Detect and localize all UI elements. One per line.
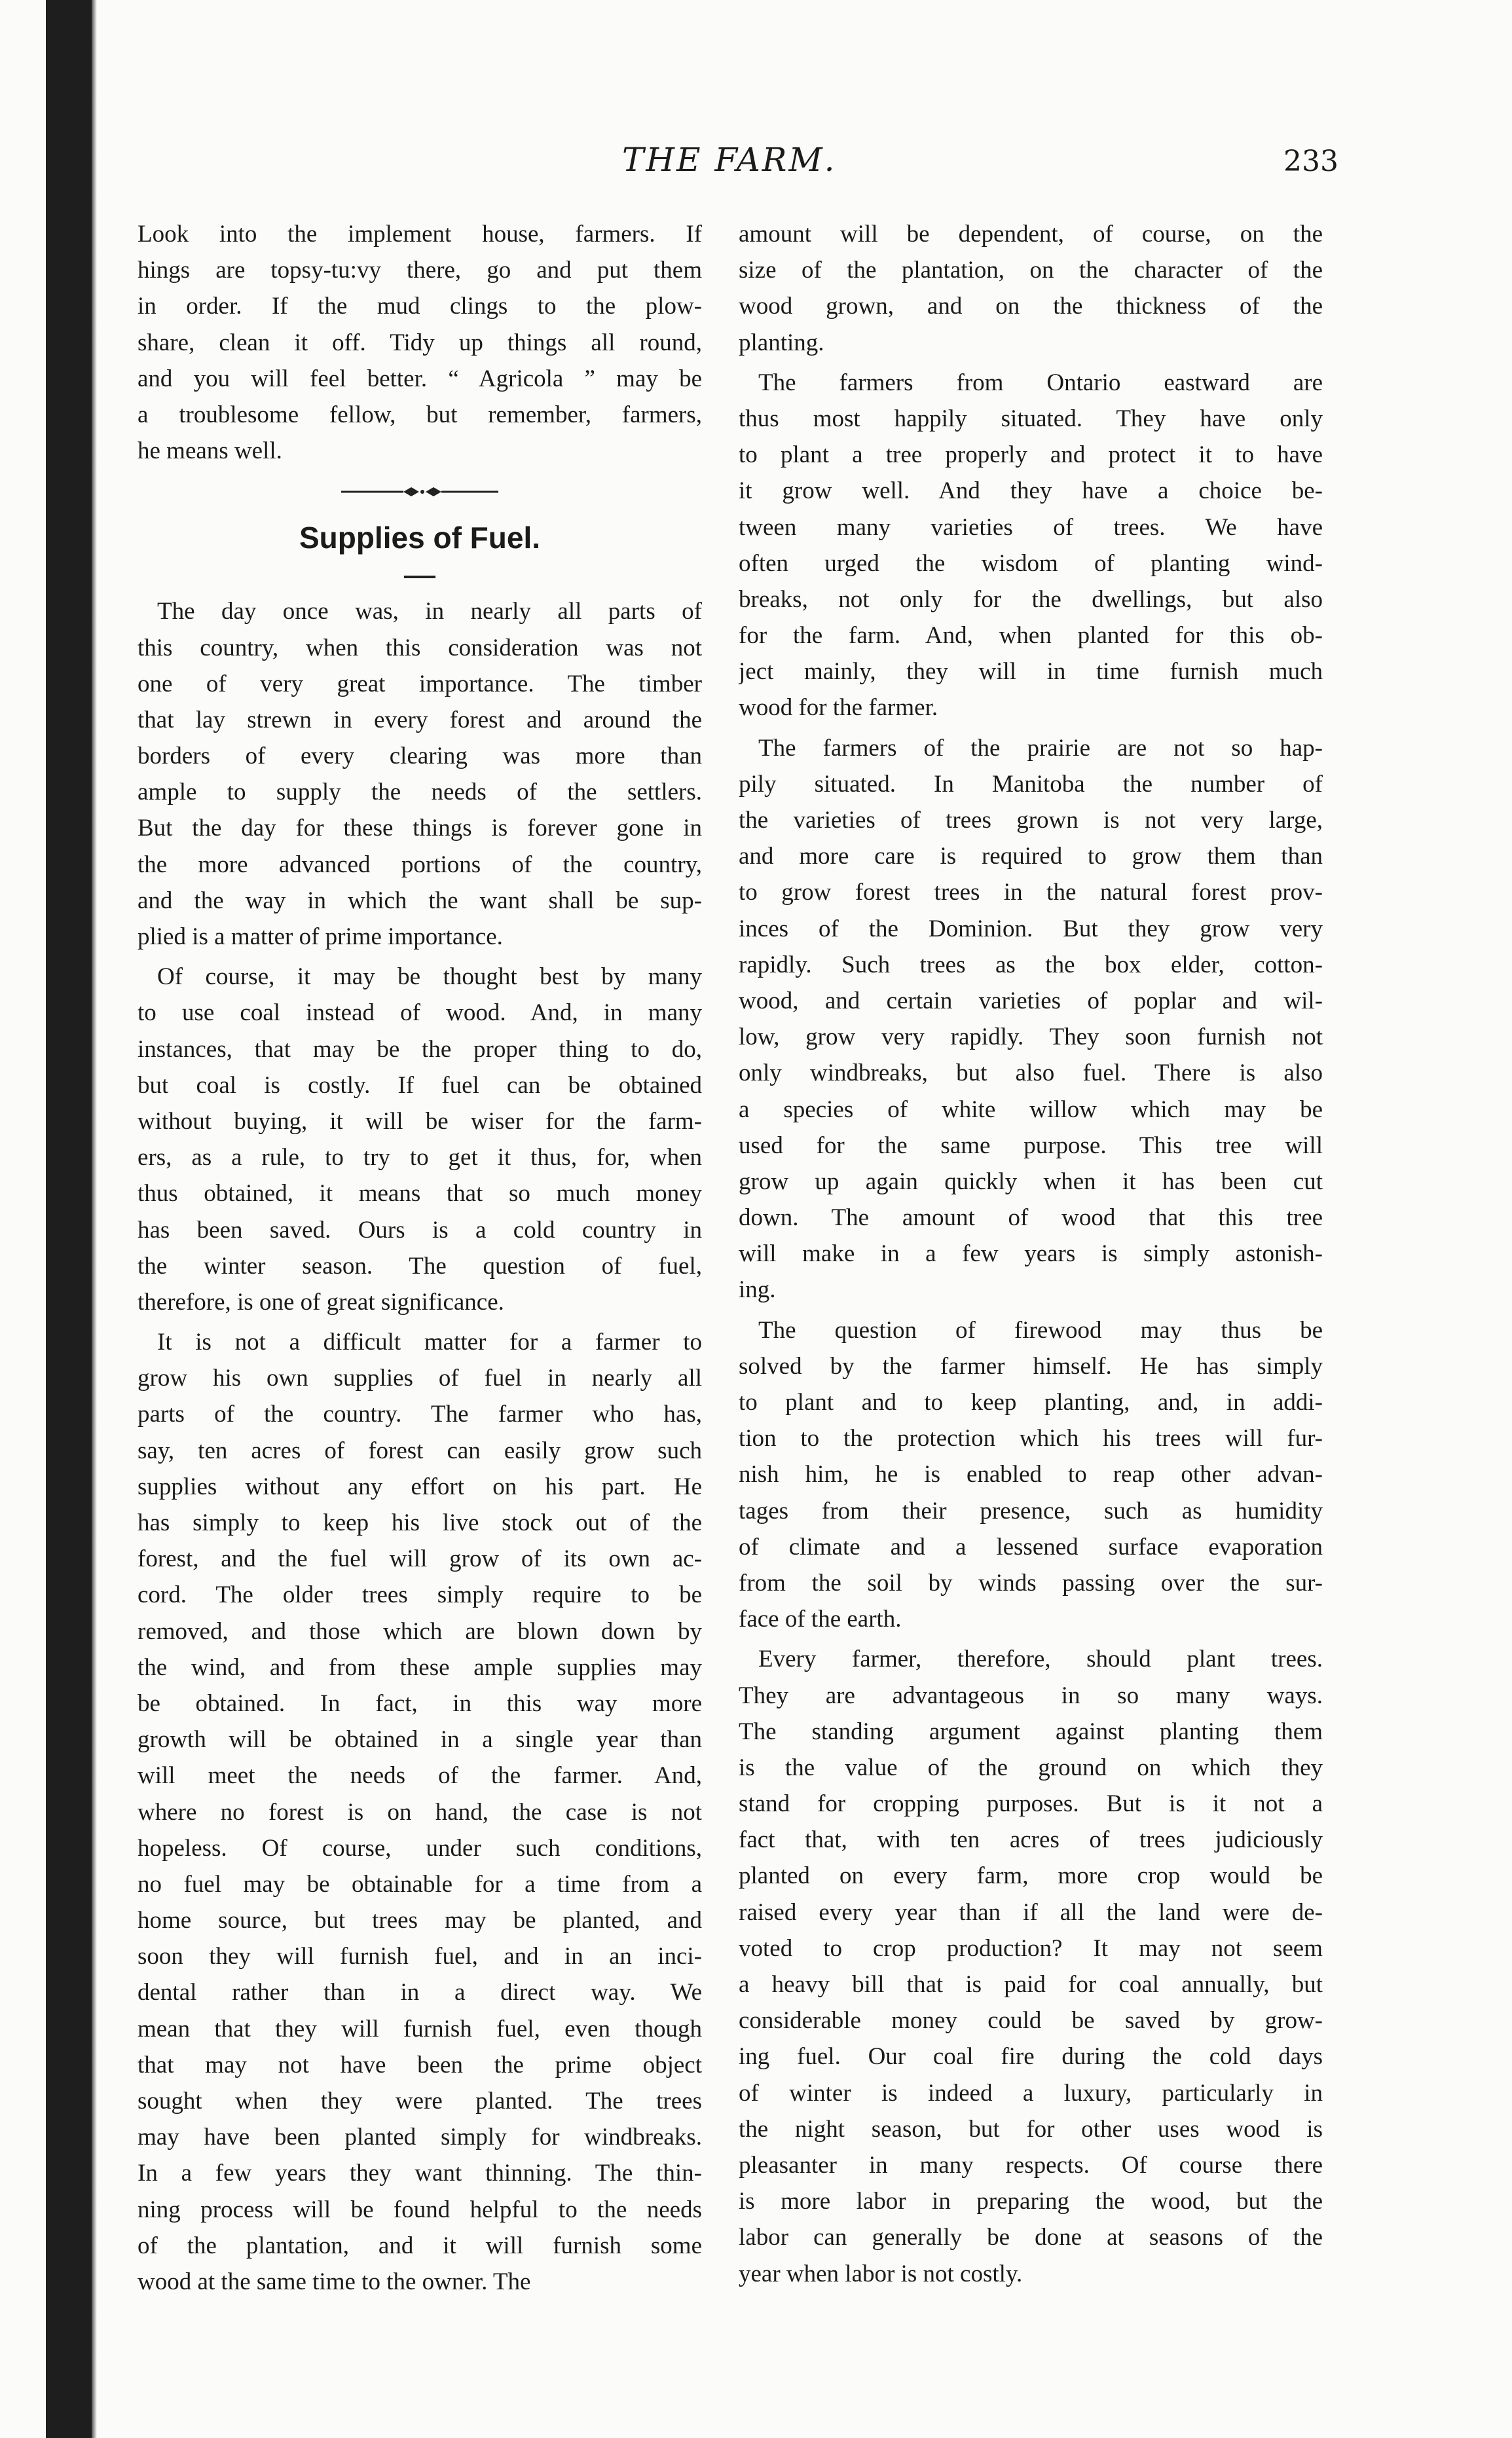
text-line: The standing argument against planting them bbox=[739, 1718, 1323, 1745]
text-line: grow his own supplies of fuel in nearly all bbox=[138, 1365, 702, 1392]
text-line: forest, and the fuel will grow of its own ac- bbox=[138, 1545, 702, 1573]
text-line: to grow forest trees in the natural forest prov- bbox=[739, 879, 1323, 906]
text-line: and you will feel better. “ Agricola ” may be bbox=[138, 365, 702, 392]
text-line: therefore, is one of great significance. bbox=[138, 1288, 504, 1316]
text-line: to use coal instead of wood. And, in many bbox=[138, 999, 702, 1027]
text-line: cord. The older trees simply require to be bbox=[138, 1581, 702, 1609]
text-line: pily situated. In Manitoba the number of bbox=[739, 770, 1323, 798]
text-line: In a few years they want thinning. The thin- bbox=[138, 2160, 702, 2187]
text-line: solved by the farmer himself. He has simply bbox=[739, 1352, 1323, 1380]
text-line: ject mainly, they will in time furnish much bbox=[739, 658, 1323, 686]
text-line: supplies without any effort on his part. He bbox=[138, 1473, 702, 1500]
page-binding-edge bbox=[46, 0, 92, 2438]
text-line: But the day for these things is forever gone in bbox=[138, 815, 702, 842]
page-header bbox=[0, 141, 1512, 187]
text-line: has been saved. Ours is a cold country in bbox=[138, 1216, 702, 1244]
text-line: face of the earth. bbox=[739, 1606, 902, 1633]
text-line: the wind, and from these ample supplies may bbox=[138, 1653, 702, 1681]
text-line: one of very great importance. The timber bbox=[138, 670, 702, 697]
text-line: thus obtained, it means that so much money bbox=[138, 1180, 702, 1208]
text-line: tion to the protection which his trees will fur- bbox=[739, 1425, 1323, 1452]
binding-shadow bbox=[92, 0, 97, 2438]
text-line: tages from their presence, such as humidity bbox=[739, 1497, 1323, 1524]
text-line: the varieties of trees grown is not very large, bbox=[739, 807, 1323, 834]
text-line: plied is a matter of prime importance. bbox=[138, 923, 503, 950]
text-line: wood, and certain varieties of poplar and wil- bbox=[739, 987, 1323, 1014]
intro-paragraph bbox=[138, 216, 702, 469]
text-line: labor can generally be done at seasons of the bbox=[739, 2224, 1323, 2251]
text-line: The question of firewood may thus be bbox=[758, 1316, 1323, 1344]
text-line: will meet the needs of the farmer. And, bbox=[138, 1762, 702, 1790]
text-line: wood at the same time to the owner. The bbox=[138, 2268, 531, 2295]
prairie-paragraph bbox=[739, 730, 1323, 1308]
text-line: soon they will furnish fuel, and in an inci- bbox=[138, 1943, 702, 1970]
text-line: wood for the farmer. bbox=[739, 694, 938, 722]
text-line: mean that they will furnish fuel, even though bbox=[138, 2015, 702, 2042]
text-line: Look into the implement house, farmers. If bbox=[138, 221, 702, 248]
text-line: a troublesome fellow, but remember, farmers, bbox=[138, 401, 702, 428]
text-line: The farmers of the prairie are not so hap- bbox=[758, 734, 1323, 762]
text-line: borders of every clearing was more than bbox=[138, 743, 702, 770]
text-line: instances, that may be the proper thing to do, bbox=[138, 1035, 702, 1063]
conclusion-paragraph bbox=[739, 1641, 1323, 2291]
text-line: nish him, he is enabled to reap other advan- bbox=[739, 1461, 1323, 1488]
text-line: wood grown, and on the thickness of the bbox=[739, 293, 1323, 320]
text-line: to plant a tree properly and protect it to have bbox=[739, 441, 1323, 469]
article-paragraph-3 bbox=[138, 1324, 702, 2300]
text-line: inces of the Dominion. But they grow very bbox=[739, 915, 1323, 942]
text-line: removed, and those which are blown down by bbox=[138, 1617, 702, 1645]
text-line: the winter season. The question of fuel, bbox=[138, 1252, 702, 1280]
firewood-paragraph bbox=[739, 1312, 1323, 1638]
ontario-paragraph bbox=[739, 365, 1323, 726]
text-line: thus most happily situated. They have only bbox=[739, 405, 1323, 432]
text-line: dental rather than in a direct way. We bbox=[138, 1979, 702, 2006]
text-line: a heavy bill that is paid for coal annually, but bbox=[739, 1971, 1323, 1998]
text-line: no fuel may be obtainable for a time from a bbox=[138, 1870, 702, 1898]
text-line: that lay strewn in every forest and around the bbox=[138, 706, 702, 733]
text-line: often urged the wisdom of planting wind- bbox=[739, 549, 1323, 577]
text-line: he means well. bbox=[138, 437, 282, 465]
text-line: down. The amount of wood that this tree bbox=[739, 1204, 1323, 1232]
text-line: where no forest is on hand, the case is not bbox=[138, 1798, 702, 1826]
text-line: is the value of the ground on which they bbox=[739, 1754, 1323, 1781]
text-line: stand for cropping purposes. But is it not a bbox=[739, 1790, 1323, 1818]
text-line: voted to crop production? It may not seem bbox=[739, 1934, 1323, 1962]
text-line: a species of white willow which may be bbox=[739, 1096, 1323, 1123]
text-line: breaks, not only for the dwellings, but also bbox=[739, 585, 1323, 613]
text-line: pleasanter in many respects. Of course there bbox=[739, 2151, 1323, 2179]
text-line: that may not have been the prime object bbox=[138, 2051, 702, 2078]
text-line: will make in a few years is simply astonish- bbox=[739, 1240, 1323, 1268]
text-line: in order. If the mud clings to the plow- bbox=[138, 293, 702, 320]
right-column bbox=[739, 216, 1323, 2292]
article-paragraph-1 bbox=[138, 593, 702, 955]
text-line: and more care is required to grow them than bbox=[739, 843, 1323, 870]
text-line: of the plantation, and it will furnish some bbox=[138, 2232, 702, 2259]
article-title: Supplies of Fuel. bbox=[299, 521, 541, 555]
text-line: has simply to keep his live stock out of the bbox=[138, 1509, 702, 1536]
text-line: grow up again quickly when it has been cut bbox=[739, 1168, 1323, 1195]
article-paragraph-2 bbox=[138, 959, 702, 1320]
text-line: Every farmer, therefore, should plant trees. bbox=[758, 1646, 1323, 1673]
text-line: it grow well. And they have a choice be- bbox=[739, 477, 1323, 505]
text-line: fact that, with ten acres of trees judiciously bbox=[739, 1826, 1323, 1854]
text-line: but coal is costly. If fuel can be obtained bbox=[138, 1071, 702, 1099]
text-line: The farmers from Ontario eastward are bbox=[758, 369, 1323, 396]
text-line: for the farm. And, when planted for this ob- bbox=[739, 622, 1323, 650]
text-line: sought when they were planted. The trees bbox=[138, 2088, 702, 2115]
ornament-divider-icon bbox=[341, 485, 498, 498]
text-line: ers, as a rule, to try to get it thus, for, when bbox=[138, 1144, 702, 1172]
running-title: THE FARM. bbox=[622, 141, 837, 179]
text-line: to plant and to keep planting, and, in addi- bbox=[739, 1389, 1323, 1416]
text-line: say, ten acres of forest can easily grow such bbox=[138, 1437, 702, 1464]
text-line: ample to supply the needs of the settlers. bbox=[138, 779, 702, 806]
page-number: 233 bbox=[1283, 145, 1338, 178]
text-line: considerable money could be saved by grow- bbox=[739, 2007, 1323, 2035]
text-line: size of the plantation, on the character of the bbox=[739, 257, 1323, 284]
text-line: of climate and a lessened surface evaporation bbox=[739, 1533, 1323, 1561]
text-line: is more labor in preparing the wood, but the bbox=[739, 2188, 1323, 2215]
text-line: planted on every farm, more crop would be bbox=[739, 1862, 1323, 1890]
text-line: tween many varieties of trees. We have bbox=[739, 513, 1323, 541]
text-line: this country, when this consideration was not bbox=[138, 634, 702, 661]
text-line: planting. bbox=[739, 329, 824, 356]
text-line: ing. bbox=[739, 1276, 776, 1304]
text-line: Of course, it may be thought best by many bbox=[157, 963, 702, 991]
text-line: only windbreaks, but also fuel. There is also bbox=[739, 1060, 1323, 1087]
continued-paragraph bbox=[739, 216, 1323, 361]
text-line: may have been planted simply for windbreaks. bbox=[138, 2124, 702, 2151]
section-ornament bbox=[138, 469, 702, 515]
text-line: raised every year than if all the land were de- bbox=[739, 1898, 1323, 1926]
title-rule bbox=[138, 561, 702, 593]
text-line: growth will be obtained in a single year than bbox=[138, 1726, 702, 1754]
text-line: rapidly. Such trees as the box elder, cotton- bbox=[739, 951, 1323, 978]
text-line: low, grow very rapidly. They soon furnish not bbox=[739, 1024, 1323, 1051]
text-line: parts of the country. The farmer who has, bbox=[138, 1401, 702, 1428]
text-line: the more advanced portions of the country, bbox=[138, 851, 702, 878]
text-line: hopeless. Of course, under such conditions, bbox=[138, 1834, 702, 1862]
text-line: from the soil by winds passing over the sur- bbox=[739, 1569, 1323, 1597]
text-line: of winter is indeed a luxury, particularly in bbox=[739, 2079, 1323, 2107]
text-line: used for the same purpose. This tree will bbox=[739, 1132, 1323, 1159]
text-line: ning process will be found helpful to the needs bbox=[138, 2196, 702, 2223]
text-line: They are advantageous in so many ways. bbox=[739, 1682, 1323, 1709]
text-line: amount will be dependent, of course, on the bbox=[739, 221, 1323, 248]
text-line: share, clean it off. Tidy up things all round, bbox=[138, 329, 702, 356]
text-line: the night season, but for other uses wood is bbox=[739, 2115, 1323, 2143]
text-line: and the way in which the want shall be sup- bbox=[138, 887, 702, 914]
text-line: ing fuel. Our coal fire during the cold days bbox=[739, 2043, 1323, 2071]
text-line: hings are topsy-tu:vy there, go and put them bbox=[138, 257, 702, 284]
text-line: The day once was, in nearly all parts of bbox=[157, 598, 702, 625]
text-line: be obtained. In fact, in this way more bbox=[138, 1690, 702, 1717]
text-line: It is not a difficult matter for a farmer to bbox=[157, 1329, 702, 1356]
text-line: year when labor is not costly. bbox=[739, 2260, 1023, 2287]
left-column bbox=[138, 216, 702, 2300]
text-line: without buying, it will be wiser for the farm- bbox=[138, 1107, 702, 1135]
text-line: home source, but trees may be planted, and bbox=[138, 1907, 702, 1934]
